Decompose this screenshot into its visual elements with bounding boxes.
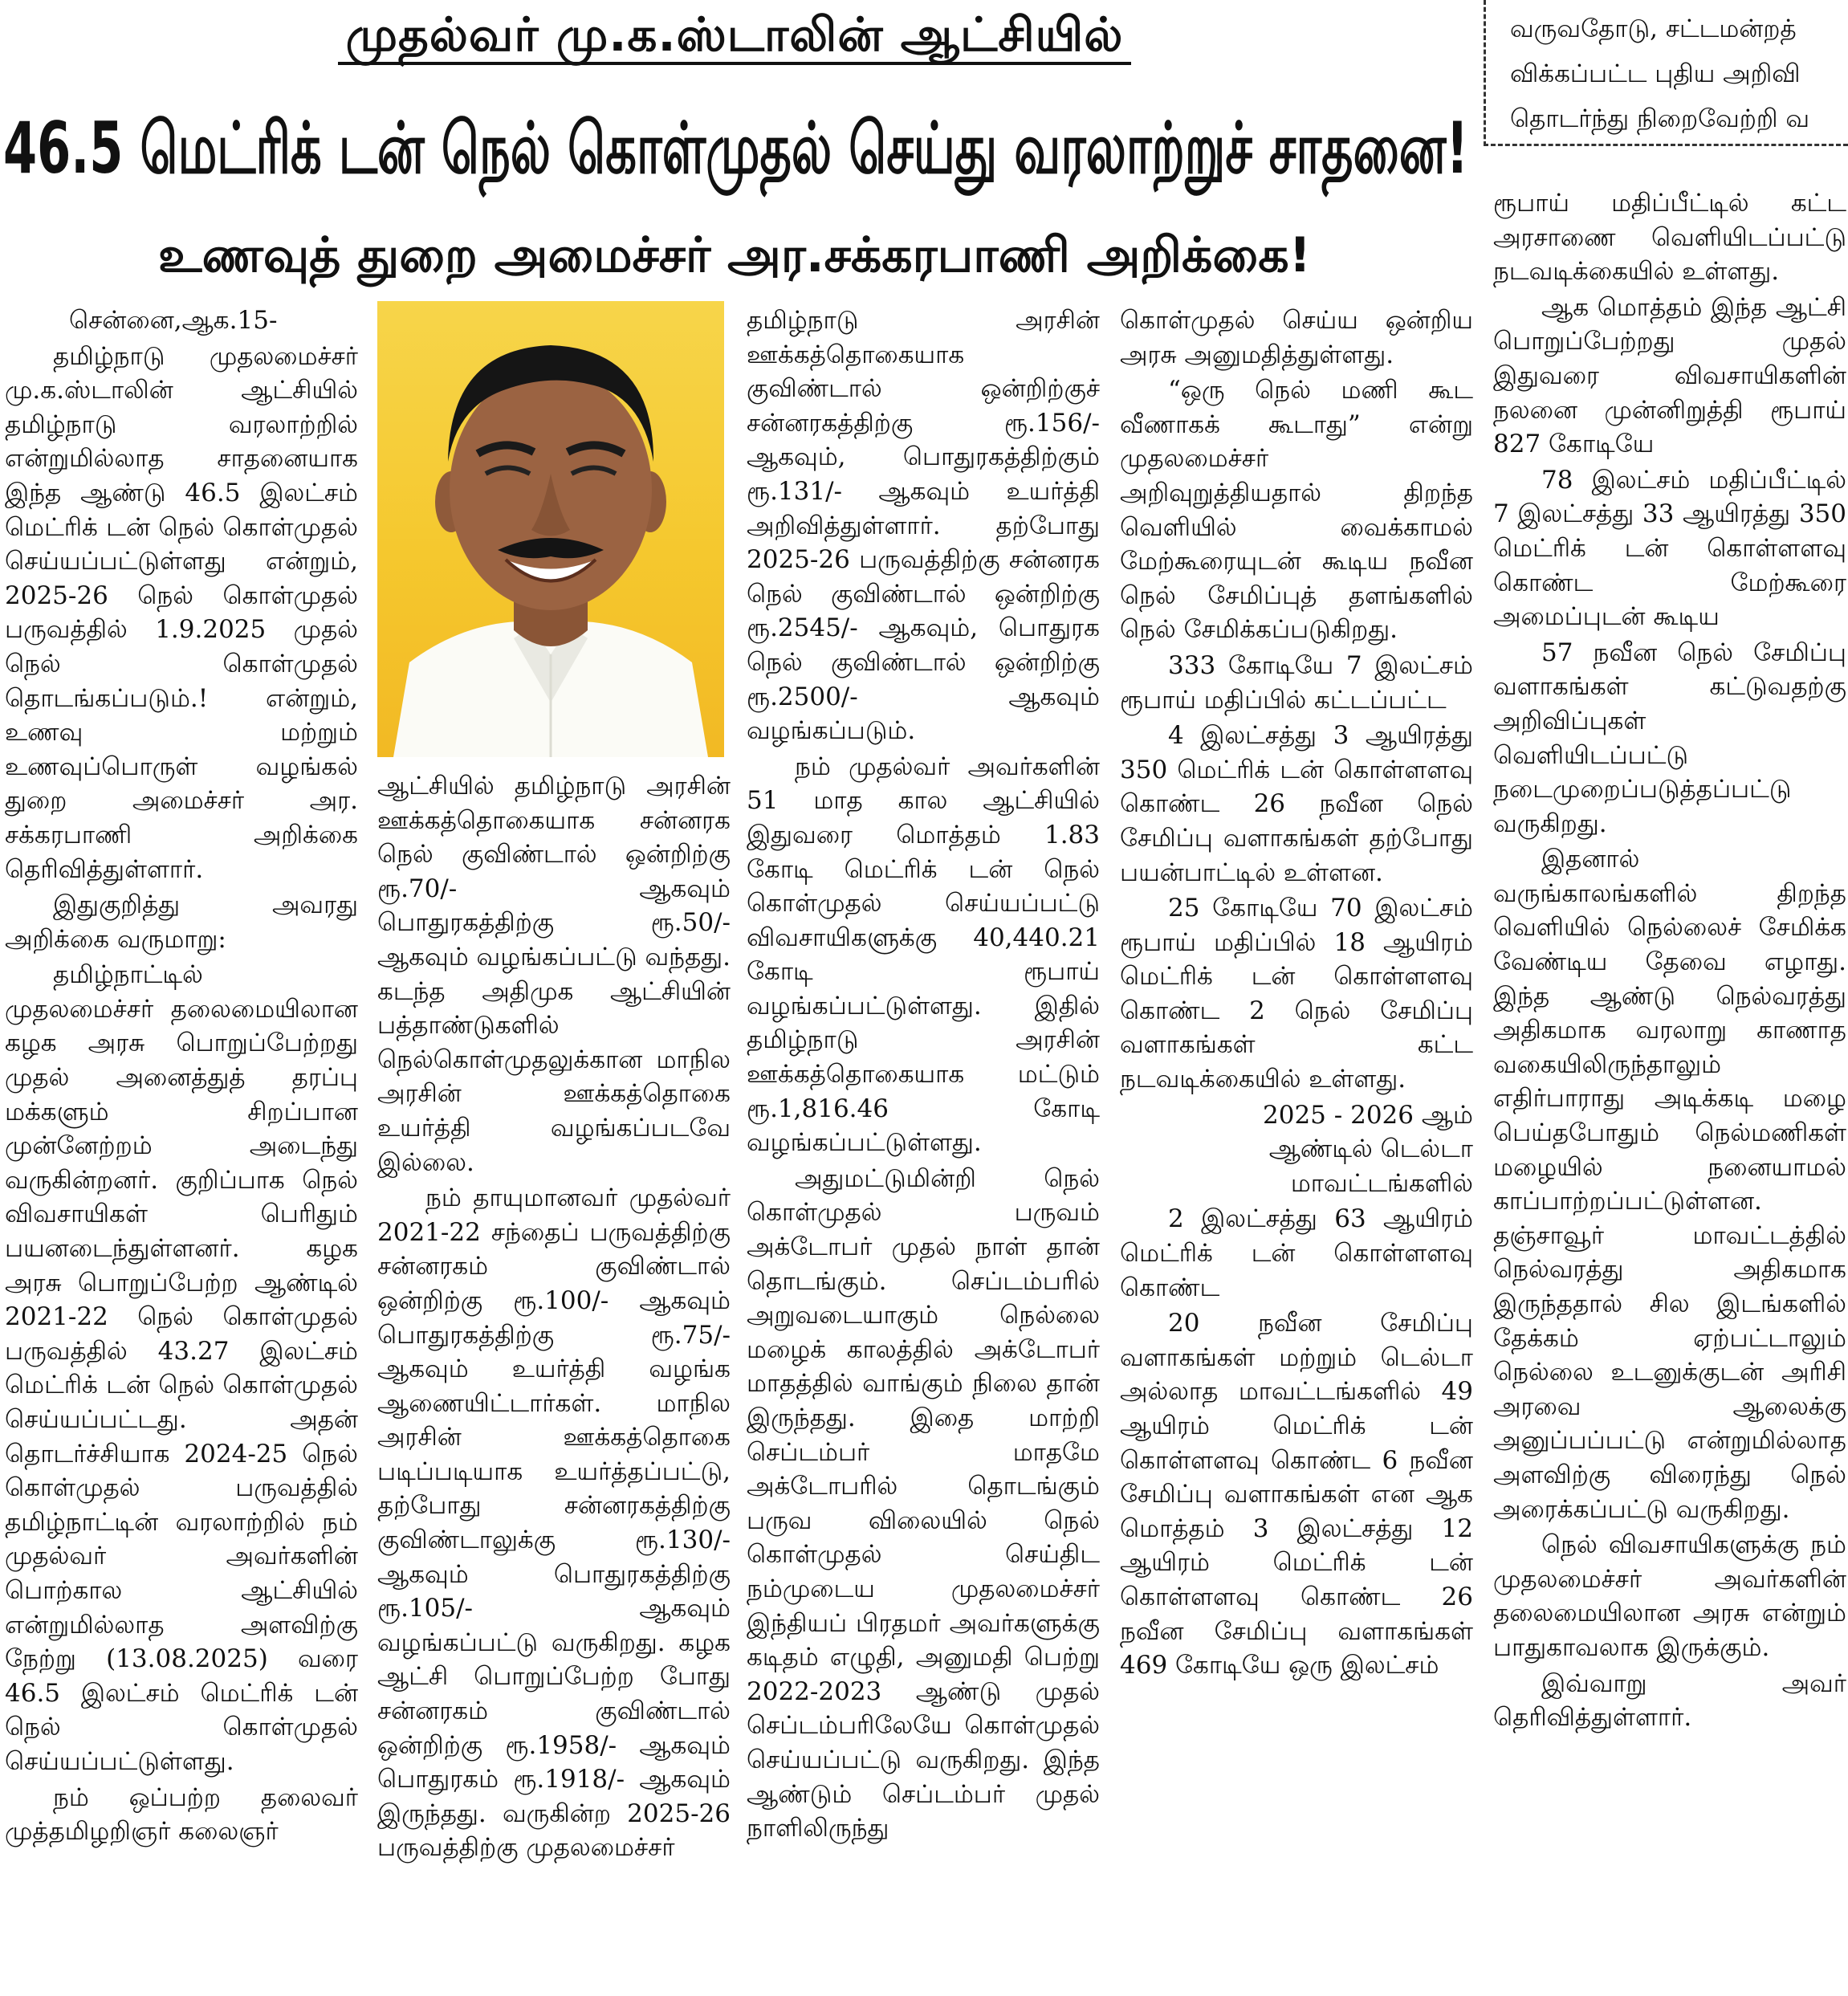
subheadline: உணவுத் துறை அமைச்சர் அர.சக்கரபாணி அறிக்கை! [158,227,1311,283]
paragraph: ரூபாய் மதிப்பீட்டில் கட்ட அரசாணை வெளியிடப்பட்டு நடவடிக்கையில் உள்ளது. [1493,189,1846,287]
paragraph: தமிழ்நாடு முதலமைச்சர் மு.க.ஸ்டாலின் ஆட்சியில் தமிழ்நாடு வரலாற்றில் என்றுமில்லாத சாதனையாக இந்த ஆண்டு 46.5 இலட்சம் மெட்ரிக் டன் நெல் கொள்முதல் செய்யப்பட்டுள்ளது என்றும், 2025-26 நெல் கொள்முதல் பருவத்தில் 1.9.2025 முதல் நெல் கொள்முதல் தொடங்கப்படும்.! என்றும், உணவு மற்றும் உணவுப்பொருள் வழங்கல் துறை அமைச்சர் அர. சக்கரபாணி அறிக்கை தெரிவித்துள்ளார். [5,341,358,884]
paragraph: “ஒரு நெல் மணி கூட வீணாகக் கூடாது” என்று முதலமைச்சர் அறிவுறுத்தியதால் திறந்த வெளியில் வைக்காமல் மேற்கூரையுடன் கூடிய நவீன நெல் சேமிப்புத் தளங்களில் நெல் சேமிக்கப்படுகிறது. [1120,376,1473,645]
kicker-text: முதல்வர் மு.க.ஸ்டாலின் ஆட்சியில் [338,7,1132,65]
kicker-line [0,0,1469,74]
boxed-snippet [1484,0,1848,146]
paragraph: இதனால் வருங்காலங்களில் திறந்த வெளியில் நெல்லைச் சேமிக்க வேண்டிய தேவை எழாது. இந்த ஆண்டு நெல்வரத்து அதிகமாக வரலாறு காணாத வகையிலிருந்தாலும் எதிர்பாராது அடிக்கடி மழை பெய்தபோதும் நெல்மணிகள் மழையில் நனையாமல் காப்பாற்றப்பட்டுள்ளன. தஞ்சாவூர் மாவட்டத்தில் நெல்வரத்து அதிகமாக இருந்ததால் சில இடங்களில் தேக்கம் ஏற்பட்டாலும் நெல்லை உடனுக்குடன் அரிசி அரவை ஆலைக்கு அனுப்பப்பட்டு என்றுமில்லாத அளவிற்கு விரைந்து நெல் அரைக்கப்பட்டு வருகிறது. [1493,845,1846,1524]
paragraph: 333 கோடியே 7 இலட்சம் ரூபாய் மதிப்பில் கட்டப்பட்ட [1120,650,1473,715]
paragraph: அதுமட்டுமின்றி நெல் கொள்முதல் பருவம் அக்டோபர் முதல் நாள் தான் தொடங்கும். செப்டம்பரில் அறுவடையாகும் நெல்லை மழைக் காலத்தில் அக்டோபர் மாதத்தில் வாங்கும் நிலை தான் இருந்தது. இதை மாற்றி செப்டம்பர் மாதமே அக்டோபரில் தொடங்கும் பருவ விலையில் நெல் கொள்முதல் செய்திட நம்முடைய முதலமைச்சர் இந்தியப் பிரதமர் அவர்களுக்கு கடிதம் எழுதி, அனுமதி பெற்று 2022-2023 ஆண்டு முதல் செப்டம்பரிலேயே கொள்முதல் செய்யப்பட்டு வருகிறது. இந்த ஆண்டும் செப்டம்பர் முதல் நாளிலிருந்து [747,1163,1100,1843]
paragraph: ஆட்சியில் தமிழ்நாடு அரசின் ஊக்கத்தொகையாக சன்னரக நெல் குவிண்டால் ஒன்றிற்கு ரூ.70/- ஆகவும் பொதுரகத்திற்கு ரூ.50/- ஆகவும் வழங்கப்பட்டு வந்தது. கடந்த அதிமுக ஆட்சியின் பத்தாண்டுகளில் நெல்கொள்முதலுக்கான மாநில அரசின் ஊக்கத்தொகை உயர்த்தி வழங்கப்படவே இல்லை. [377,772,731,1177]
paragraph: 2025 - 2026 ஆம் ஆண்டில் டெல்டா மாவட்டங்களில் [1263,1100,1473,1198]
article-column-1 [5,303,358,1996]
paragraph: 78 இலட்சம் மதிப்பீட்டில் 7 இலட்சத்து 33 ஆயிரத்து 350 மெட்ரிக் டன் கொள்ளளவு கொண்ட மேற்கூரை அமைப்புடன் கூடிய [1493,465,1846,632]
paragraph: கொள்முதல் செய்ய ஒன்றிய அரசு அனுமதித்துள்ளது. [1120,306,1473,369]
article-column-2 [377,769,731,1996]
boxed-line: தொடர்ந்து நிறைவேற்றி வ [1510,104,1810,133]
paragraph: நம் ஒப்பற்ற தலைவர் முத்தமிழறிஞர் கலைஞர் [5,1782,358,1847]
paragraph: 57 நவீன நெல் சேமிப்பு வளாகங்கள் கட்டுவதற்கு அறிவிப்புகள் வெளியிடப்பட்டு நடைமுறைப்படுத்தப்பட்டு வருகிறது. [1493,637,1846,838]
paragraph: 4 இலட்சத்து 3 ஆயிரத்து 350 மெட்ரிக் டன் கொள்ளளவு கொண்ட 26 நவீன நெல் சேமிப்பு வளாகங்கள் தற்போது பயன்பாட்டில் உள்ளன. [1120,721,1473,887]
paragraph: தமிழ்நாட்டில் முதலமைச்சர் தலைமையிலான கழக அரசு பொறுப்பேற்றது முதல் அனைத்துத் தரப்பு மக்களும் சிறப்பான முன்னேற்றம் அடைந்து வருகின்றனர். குறிப்பாக நெல் விவசாயிகள் பெரிதும் பயனடைந்துள்ளனர். கழக அரசு பொறுப்பேற்ற ஆண்டில் 2021-22 நெல் கொள்முதல் பருவத்தில் 43.27 இலட்சம் மெட்ரிக் டன் நெல் கொள்முதல் செய்யப்பட்டது. அதன் தொடர்ச்சியாக 2024-25 நெல் கொள்முதல் பருவத்தில் தமிழ்நாட்டின் வரலாற்றில் நம் முதல்வர் அவர்களின் பொற்கால ஆட்சியில் என்றுமில்லாத அளவிற்கு நேற்று (13.08.2025) வரை 46.5 இலட்சம் மெட்ரிக் டன் நெல் கொள்முதல் செய்யப்பட்டுள்ளது. [5,960,358,1776]
boxed-line: விக்கப்பட்ட புதிய அறிவி [1510,59,1801,88]
article-column-5 [1493,186,1846,1996]
paragraph: இவ்வாறு அவர் தெரிவித்துள்ளார். [1493,1668,1846,1733]
paragraph: நம் தாயுமானவர் முதல்வர் 2021-22 சந்தைப் பருவத்திற்கு சன்னரகம் குவிண்டால் ஒன்றிற்கு ரூ.100/- ஆகவும் பொதுரகத்திற்கு ரூ.75/- ஆகவும் உயர்த்தி வழங்க ஆணையிட்டார்கள். மாநில அரசின் ஊக்கத்தொகை படிப்படியாக உயர்த்தப்பட்டு, தற்போது சன்னரகத்திற்கு குவிண்டாலுக்கு ரூ.130/- ஆகவும் பொதுரகத்திற்கு ரூ.105/- ஆகவும் வழங்கப்பட்டு வருகிறது. கழக ஆட்சி பொறுப்பேற்ற போது சன்னரகம் குவிண்டால் ஒன்றிற்கு ரூ.1958/- ஆகவும் பொதுரகம் ரூ.1918/- ஆகவும் இருந்தது. வருகின்ற 2025-26 பருவத்திற்கு முதலமைச்சர் [377,1183,731,1863]
paragraph: 2 இலட்சத்து 63 ஆயிரம் மெட்ரிக் டன் கொள்ளளவு கொண்ட [1120,1204,1473,1302]
boxed-line: வருவதோடு, சட்டமன்றத் [1510,14,1797,43]
paragraph: 25 கோடியே 70 இலட்சம் ரூபாய் மதிப்பில் 18 ஆயிரம் மெட்ரிக் டன் கொள்ளளவு கொண்ட 2 நெல் சேமிப்பு வளாகங்கள் கட்ட நடவடிக்கையில் உள்ளது. [1120,894,1473,1094]
headline: 46.5 மெட்ரிக் டன் நெல் கொள்முதல் செய்து வரலாற்றுச் சாதனை! [3,107,1469,189]
paragraph: நம் முதல்வர் அவர்களின் 51 மாத கால ஆட்சியில் இதுவரை மொத்தம் 1.83 கோடி மெட்ரிக் டன் நெல் கொள்முதல் செய்யப்பட்டு விவசாயிகளுக்கு 40,440.21 கோடி ரூபாய் வழங்கப்பட்டுள்ளது. இதில் தமிழ்நாடு அரசின் ஊக்கத்தொகையாக மட்டும் ரூ.1,816.46 கோடி வழங்கப்பட்டுள்ளது. [747,752,1100,1158]
paragraph: தமிழ்நாடு அரசின் ஊக்கத்தொகையாக குவிண்டால் ஒன்றிற்குச் சன்னரகத்திற்கு ரூ.156/- ஆகவும், பொதுரகத்திற்கும் ரூ.131/- ஆகவும் உயர்த்தி அறிவித்துள்ளார். தற்போது 2025-26 பருவத்திற்கு சன்னரக நெல் குவிண்டால் ஒன்றிற்கு ரூ.2545/- ஆகவும், பொதுரக நெல் குவிண்டால் ஒன்றிற்கு ரூ.2500/- ஆகவும் வழங்கப்படும். [747,306,1100,746]
paragraph: 20 நவீன சேமிப்பு வளாகங்கள் மற்றும் டெல்டா அல்லாத மாவட்டங்களில் 49 ஆயிரம் மெட்ரிக் டன் கொள்ளளவு கொண்ட 6 நவீன சேமிப்பு வளாகங்கள் என ஆக மொத்தம் 3 இலட்சத்து 12 ஆயிரம் மெட்ரிக் டன் கொள்ளளவு கொண்ட 26 நவீன சேமிப்பு வளாகங்கள் 469 கோடியே ஒரு இலட்சம் [1120,1309,1473,1680]
article-column-3 [747,303,1100,1996]
paragraph: நெல் விவசாயிகளுக்கு நம் முதலமைச்சர் அவர்களின் தலைமையிலான அரசு என்றும் பாதுகாவலாக இருக்கும். [1493,1530,1846,1662]
paragraph: இதுகுறித்து அவரது அறிக்கை வருமாறு: [5,890,358,954]
article-column-4 [1120,303,1473,1996]
minister-photo [377,301,724,757]
dateline: சென்னை,ஆக.15- [69,306,278,335]
portrait-illustration [377,301,724,757]
paragraph: ஆக மொத்தம் இந்த ஆட்சி பொறுப்பேற்றது முதல் இதுவரை விவசாயிகளின் நலனை முன்னிறுத்தி ரூபாய் 827 கோடியே [1493,292,1846,459]
